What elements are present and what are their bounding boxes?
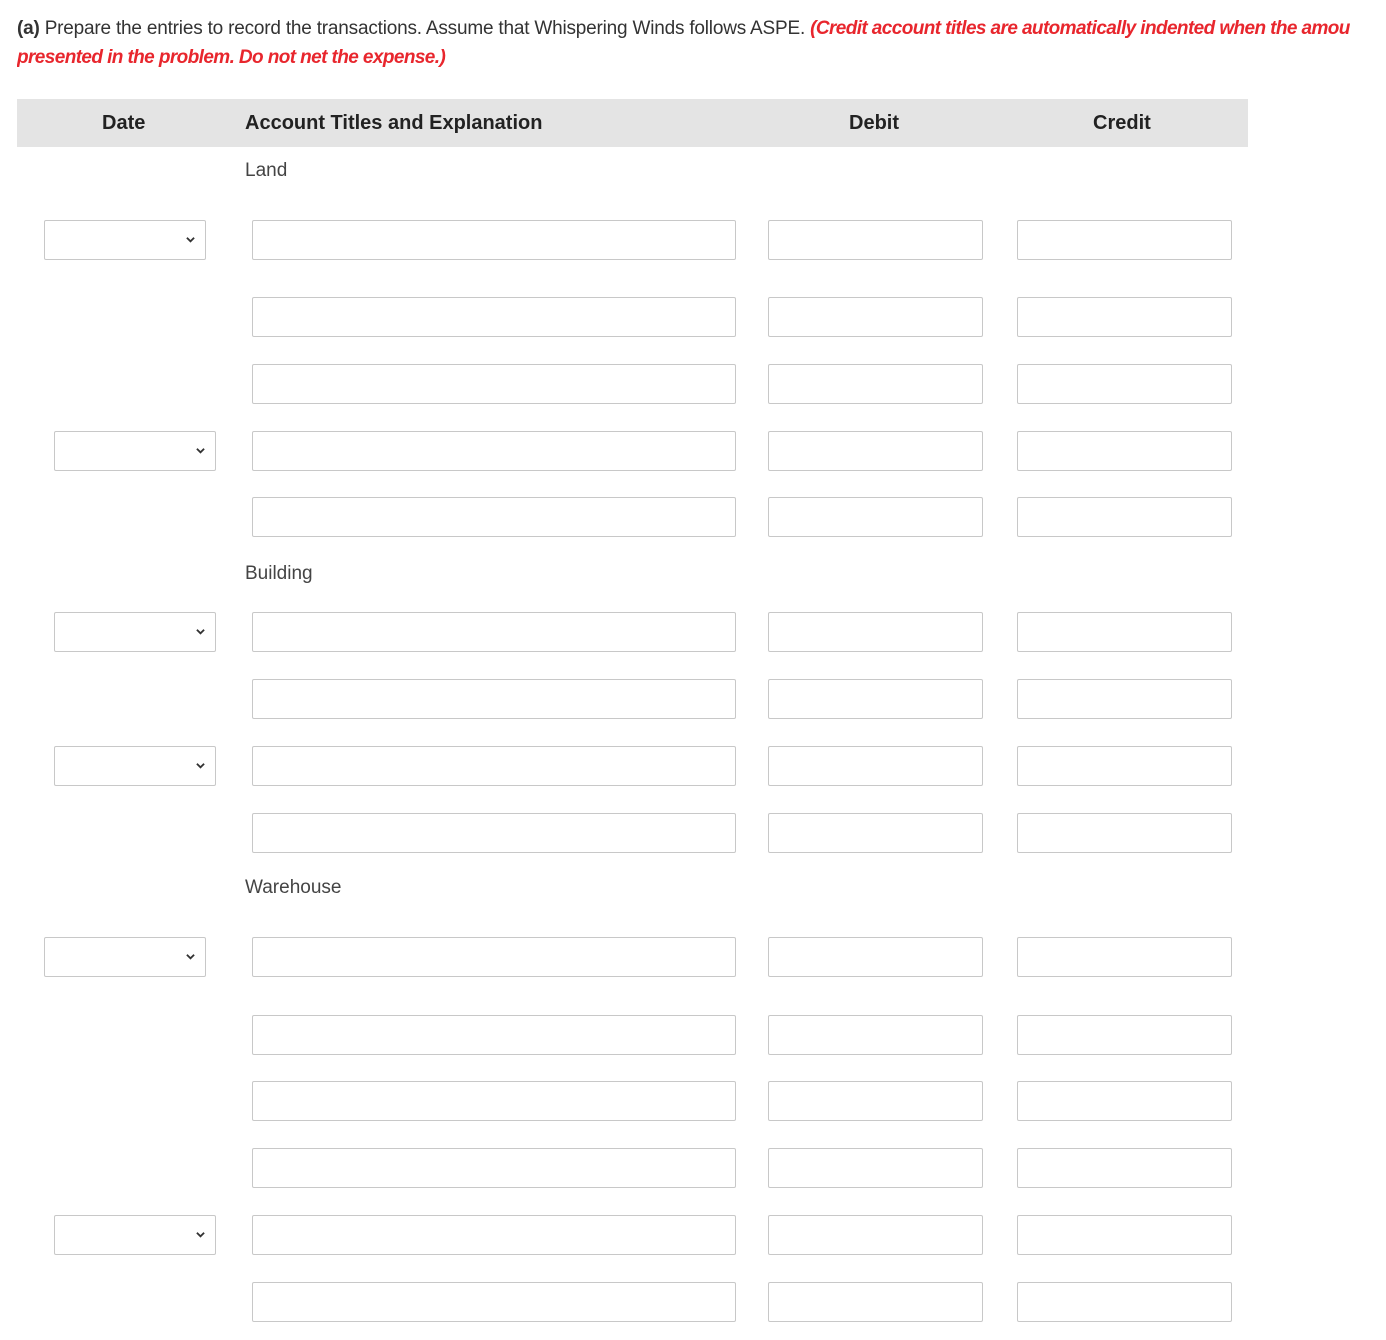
chevron-down-icon bbox=[186, 952, 195, 961]
account-title-input[interactable] bbox=[252, 937, 736, 977]
table-header bbox=[17, 99, 1248, 147]
header-account-titles: Account Titles and Explanation bbox=[245, 112, 543, 134]
credit-input[interactable] bbox=[1017, 813, 1232, 853]
debit-input[interactable] bbox=[768, 497, 983, 537]
debit-input[interactable] bbox=[768, 1215, 983, 1255]
date-select[interactable] bbox=[44, 220, 206, 260]
chevron-down-icon bbox=[196, 1230, 205, 1239]
date-select[interactable] bbox=[54, 746, 216, 786]
debit-input[interactable] bbox=[768, 679, 983, 719]
account-title-input[interactable] bbox=[252, 431, 736, 471]
credit-input[interactable] bbox=[1017, 1015, 1232, 1055]
credit-input[interactable] bbox=[1017, 679, 1232, 719]
section-label-warehouse: Warehouse bbox=[245, 877, 342, 898]
chevron-down-icon bbox=[196, 761, 205, 770]
credit-input[interactable] bbox=[1017, 1215, 1232, 1255]
instructions-text: Prepare the entries to record the transactions. Assume that Whispering Winds follows ASPE. bbox=[39, 18, 811, 39]
credit-input[interactable] bbox=[1017, 746, 1232, 786]
debit-input[interactable] bbox=[768, 1148, 983, 1188]
debit-input[interactable] bbox=[768, 1015, 983, 1055]
account-title-input[interactable] bbox=[252, 364, 736, 404]
chevron-down-icon bbox=[196, 446, 205, 455]
account-title-input[interactable] bbox=[252, 497, 736, 537]
date-select[interactable] bbox=[54, 1215, 216, 1255]
debit-input[interactable] bbox=[768, 220, 983, 260]
instructions bbox=[17, 14, 1386, 72]
credit-input[interactable] bbox=[1017, 431, 1232, 471]
debit-input[interactable] bbox=[768, 1081, 983, 1121]
credit-input[interactable] bbox=[1017, 1282, 1232, 1322]
account-title-input[interactable] bbox=[252, 297, 736, 337]
account-title-input[interactable] bbox=[252, 612, 736, 652]
credit-input[interactable] bbox=[1017, 297, 1232, 337]
account-title-input[interactable] bbox=[252, 1015, 736, 1055]
header-date: Date bbox=[102, 112, 146, 134]
date-select[interactable] bbox=[54, 431, 216, 471]
credit-input[interactable] bbox=[1017, 497, 1232, 537]
debit-input[interactable] bbox=[768, 297, 983, 337]
credit-input[interactable] bbox=[1017, 1081, 1232, 1121]
credit-input[interactable] bbox=[1017, 364, 1232, 404]
date-select[interactable] bbox=[54, 612, 216, 652]
debit-input[interactable] bbox=[768, 1282, 983, 1322]
instructions-line-2 bbox=[17, 43, 1386, 72]
account-title-input[interactable] bbox=[252, 1148, 736, 1188]
part-label: (a) bbox=[17, 18, 40, 39]
section-label-building: Building bbox=[245, 563, 313, 584]
chevron-down-icon bbox=[186, 235, 195, 244]
debit-input[interactable] bbox=[768, 746, 983, 786]
debit-input[interactable] bbox=[768, 612, 983, 652]
account-title-input[interactable] bbox=[252, 679, 736, 719]
instructions-line-1 bbox=[17, 14, 1386, 43]
section-label-land: Land bbox=[245, 160, 288, 181]
account-title-input[interactable] bbox=[252, 813, 736, 853]
credit-input[interactable] bbox=[1017, 612, 1232, 652]
account-title-input[interactable] bbox=[252, 1081, 736, 1121]
header-debit: Debit bbox=[849, 112, 899, 134]
debit-input[interactable] bbox=[768, 364, 983, 404]
header-credit: Credit bbox=[1093, 112, 1151, 134]
date-select[interactable] bbox=[44, 937, 206, 977]
credit-input[interactable] bbox=[1017, 937, 1232, 977]
instructions-note-1: (Credit account titles are automatically indented when the amou bbox=[810, 18, 1350, 39]
debit-input[interactable] bbox=[768, 431, 983, 471]
instructions-note-2: presented in the problem. Do not net the expense.) bbox=[17, 47, 446, 68]
account-title-input[interactable] bbox=[252, 746, 736, 786]
credit-input[interactable] bbox=[1017, 220, 1232, 260]
account-title-input[interactable] bbox=[252, 1215, 736, 1255]
credit-input[interactable] bbox=[1017, 1148, 1232, 1188]
account-title-input[interactable] bbox=[252, 220, 736, 260]
account-title-input[interactable] bbox=[252, 1282, 736, 1322]
debit-input[interactable] bbox=[768, 813, 983, 853]
debit-input[interactable] bbox=[768, 937, 983, 977]
chevron-down-icon bbox=[196, 627, 205, 636]
